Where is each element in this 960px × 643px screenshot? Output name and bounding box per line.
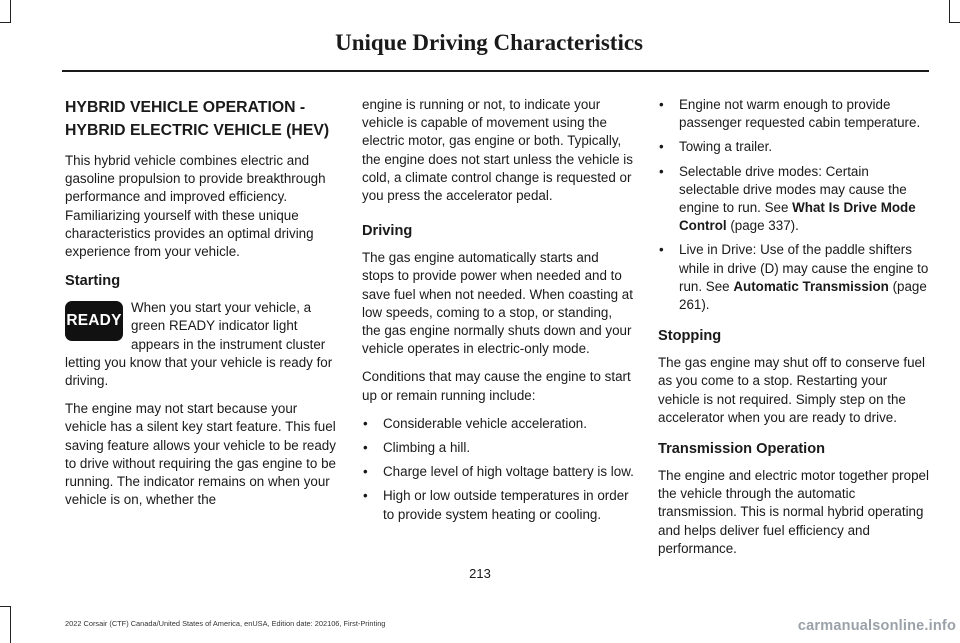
list-item-text: Selectable drive modes: Certain selectable drive modes may cause the engine to run. See: [679, 163, 907, 216]
stopping-heading: Stopping: [658, 328, 722, 345]
list-item: • Engine not warm enough to provide passenger requested cabin temperature.: [658, 96, 930, 132]
watermark-logo: carmanualsonline.info: [797, 618, 956, 634]
engine-paragraph: The engine may not start because your vehicle has a silent key start feature. This fuel saving feature allows your vehicle to be ready to drive without requiring the gas engine to be running. The indicator remains on when your vehicle is on, whether the: [65, 401, 336, 508]
crop-mark-top-left-h: [0, 22, 11, 23]
drive-mode-reference-link[interactable]: What Is Drive Mode Control: [679, 200, 916, 234]
transmission-heading: Transmission Operation: [658, 441, 826, 458]
page-reference: (page 337).: [726, 218, 799, 234]
column-3: [658, 96, 930, 568]
starting-block: [65, 299, 337, 400]
edition-footer: 2022 Corsair (CTF) Canada/United States of America, enUSA, Edition date: 202106, First-Printing: [65, 619, 386, 628]
list-item: • High or low outside temperatures in order to provide system heating or cooling.: [362, 487, 634, 523]
crop-mark-top-left-v: [10, 0, 11, 22]
driving-paragraph: The gas engine automatically starts and stops to provide power when needed and to save fuel when not needed. When coasting at low speeds, coming to a stop, or standing, the gas engine normally shuts down and your vehicle operates in electric-only mode.: [362, 250, 633, 357]
transmission-paragraph: The engine and electric motor together propel the vehicle through the automatic transmission. This is normal hybrid operating and helps deliver fuel efficiency and performance.: [658, 468, 929, 556]
page-number: 213: [469, 566, 491, 581]
intro-paragraph: This hybrid vehicle combines electric and gasoline propulsion to provide breakthrough performance and improved efficiency. Familiarizing yourself with these unique characteristics provides an optimal driving experience from your vehicle.: [65, 153, 326, 260]
list-item: [658, 241, 930, 314]
crop-mark-top-right-v: [949, 0, 950, 22]
driving-heading: Driving: [362, 223, 413, 240]
crop-mark-top-right-h: [949, 22, 960, 23]
list-item: • Considerable vehicle acceleration.: [362, 415, 634, 433]
list-item: • Towing a trailer.: [658, 138, 930, 156]
list-item: • Charge level of high voltage battery is low.: [362, 463, 634, 481]
crop-mark-bottom-left-v: [10, 606, 11, 643]
conditions-paragraph: Conditions that may cause the engine to start up or remain running include:: [362, 369, 631, 403]
page-header-title: Unique Driving Characteristics: [335, 30, 643, 55]
list-item-text: Live in Drive: Use of the paddle shifters while in drive (D) may cause the engine to run. See: [679, 242, 929, 294]
list-item: [658, 163, 930, 236]
section-heading-line-1: HYBRID VEHICLE OPERATION -: [65, 99, 306, 116]
column-2: [362, 96, 634, 530]
starting-paragraph: When you start your vehicle, a green READY indicator light appears in the instrument cluster letting you know that your vehicle is ready for driving.: [65, 300, 333, 389]
section-heading: [65, 96, 337, 142]
stopping-paragraph: The gas engine may shut off to conserve fuel as you come to a stop. Restarting your vehicle is not required. Simply step on the accelerator when you are ready to drive.: [658, 355, 925, 425]
ready-indicator-icon: READY: [65, 301, 123, 341]
header-rule: [62, 70, 929, 72]
section-heading-line-2: HYBRID ELECTRIC VEHICLE (HEV): [65, 122, 330, 139]
column-1: [65, 96, 337, 519]
conditions-list: [362, 415, 634, 524]
conditions-list-continued: [658, 96, 930, 314]
page-reference: (page 261).: [679, 278, 927, 313]
continued-paragraph: engine is running or not, to indicate your vehicle is capable of movement using the electric motor, gas engine or both. Typically, the engine does not start unless the vehicle is cold, a climate control change is requested or you press the accelerator pedal.: [362, 97, 633, 204]
list-item: • Climbing a hill.: [362, 439, 634, 457]
crop-mark-bottom-left-h: [0, 606, 11, 607]
starting-heading: Starting: [65, 273, 121, 290]
automatic-transmission-reference-link[interactable]: Automatic Transmission: [733, 278, 889, 294]
